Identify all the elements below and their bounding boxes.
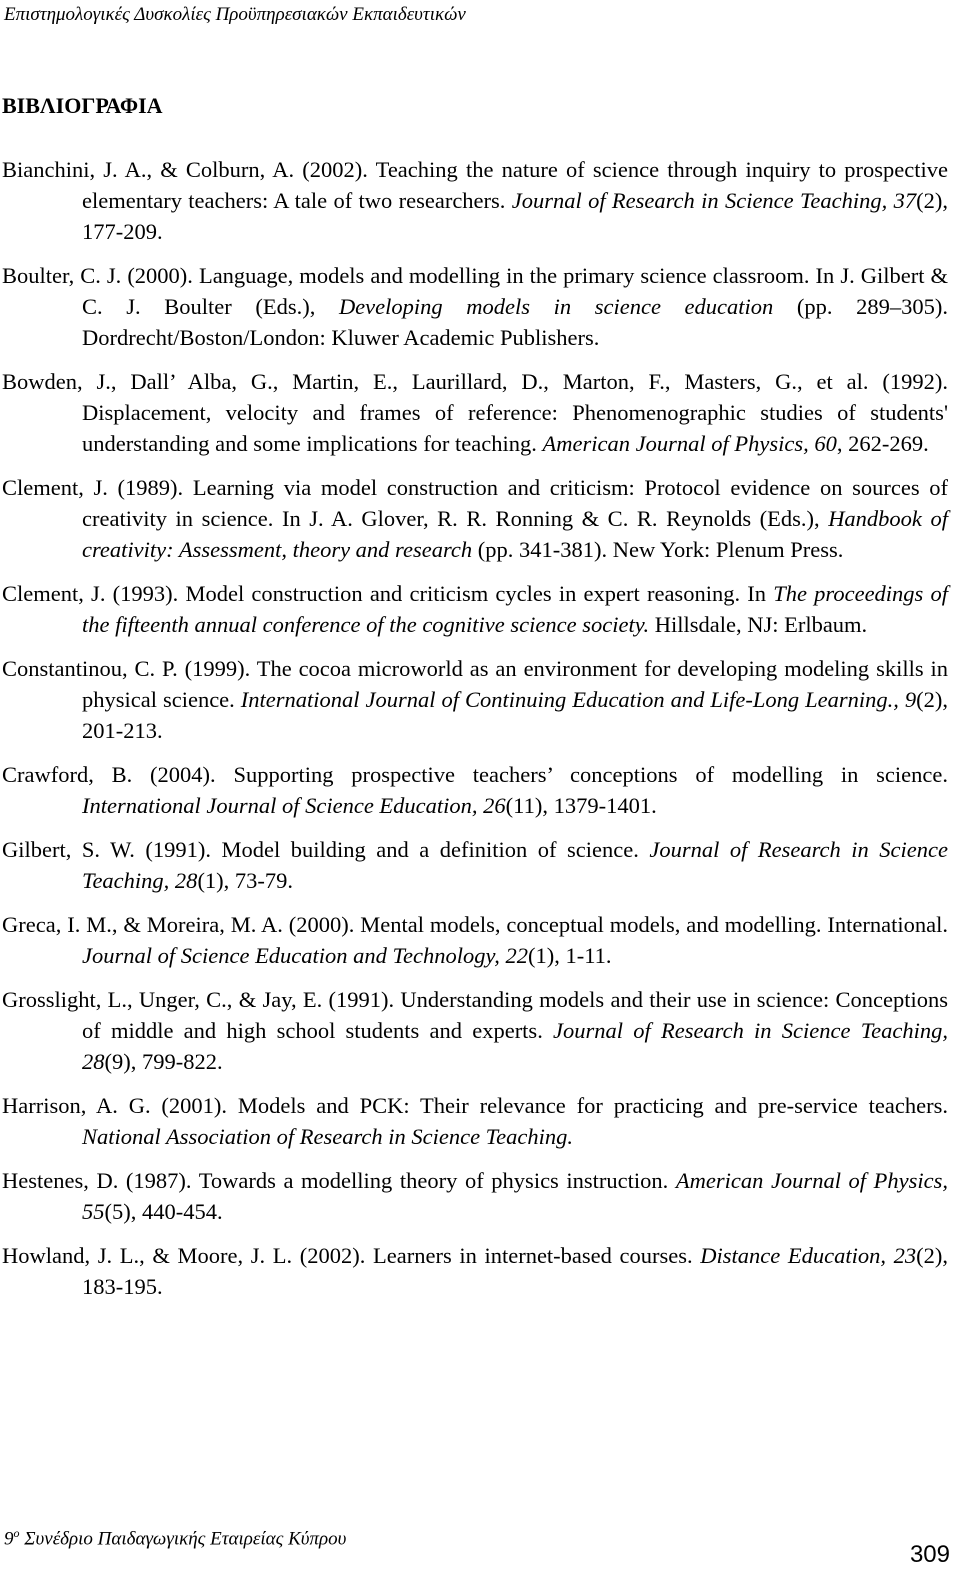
reference-harrison-2001: Harrison, A. G. (2001). Models and PCK: Their relevance for practicing and pre-service teachers. National Association of Research in Science Teaching.: [2, 1093, 948, 1149]
running-footer: $9^o$ Συνέδριο Παιδαγωγικής Εταιρείας Κύπρου: [4, 1526, 347, 1550]
reference-boulter-2000: Boulter, C. J. (2000). Language, models and modelling in the primary science classroom. In J. Gilbert & C. J. Boulter (Eds.), Developing models in science education (pp. 289–305). Dordrecht/Boston/London: Kluwer Academic Publishers.: [2, 263, 948, 350]
reference-hestenes-1987: Hestenes, D. (1987). Towards a modelling theory of physics instruction. American Journal of Physics, 55(5), 440-454.: [2, 1168, 948, 1224]
reference-clement-1989: Clement, J. (1989). Learning via model construction and criticism: Protocol evidence on sources of creativity in science. In J. A. Glover, R. R. Ronning & C. R. Reynolds (Eds.), Handbook of creativity: Assessment, theory and research (pp. 341-381). New York: Plenum Press.: [2, 475, 948, 562]
reference-greca-2000: Greca, I. M., & Moreira, M. A. (2000). Mental models, conceptual models, and modelling. International. Journal of Science Education and Technology, 22(1), 1-11.: [2, 912, 948, 968]
bibliography-heading: ΒΙΒΛΙΟΓΡΑΦΙΑ: [2, 93, 163, 118]
reference-grosslight-1991: Grosslight, L., Unger, C., & Jay, E. (1991). Understanding models and their use in science: Conceptions of middle and high school students and experts. Journal of Research in Science Teaching, 28(9), 799-822.: [2, 987, 948, 1074]
reference-list: [2, 154, 948, 1315]
page-number: 309: [909, 1541, 950, 1568]
reference-constantinou-1999: Constantinou, C. P. (1999). The cocoa microworld as an environment for developing modeling skills in physical science. International Journal of Continuing Education and Life-Long Learning., 9(2), 201-213.: [2, 656, 949, 743]
reference-clement-1993: Clement, J. (1993). Model construction and criticism cycles in expert reasoning. In The proceedings of the fifteenth annual conference of the cognitive science society. Hillsdale, NJ: Erlbaum.: [2, 581, 949, 637]
reference-crawford-2004: Crawford, B. (2004). Supporting prospective teachers’ conceptions of modelling in science. International Journal of Science Education, 26(11), 1379-1401.: [2, 762, 948, 818]
reference-bianchini-2002: Bianchini, J. A., & Colburn, A. (2002). Teaching the nature of science through inquiry to prospective elementary teachers: A tale of two researchers. Journal of Research in Science Teaching, 37(2), 177-209.: [2, 157, 948, 244]
running-header: Επιστημολογικές Δυσκολίες Προϋπηρεσιακών Εκπαιδευτικών: [4, 4, 466, 25]
reference-bowden-1992: Bowden, J., Dall’ Alba, G., Martin, E., Laurillard, D., Marton, F., Masters, G., et al. (1992). Displacement, velocity and frames of reference: Phenomenographic studies of students' understanding and some implications for teaching. American Journal of Physics, 60, 262-269.: [2, 369, 948, 456]
reference-howland-2002: Howland, J. L., & Moore, J. L. (2002). Learners in internet-based courses. Distance Education, 23(2), 183-195.: [2, 1243, 948, 1299]
reference-gilbert-1991: Gilbert, S. W. (1991). Model building and a definition of science. Journal of Research in Science Teaching, 28(1), 73-79.: [2, 837, 948, 893]
